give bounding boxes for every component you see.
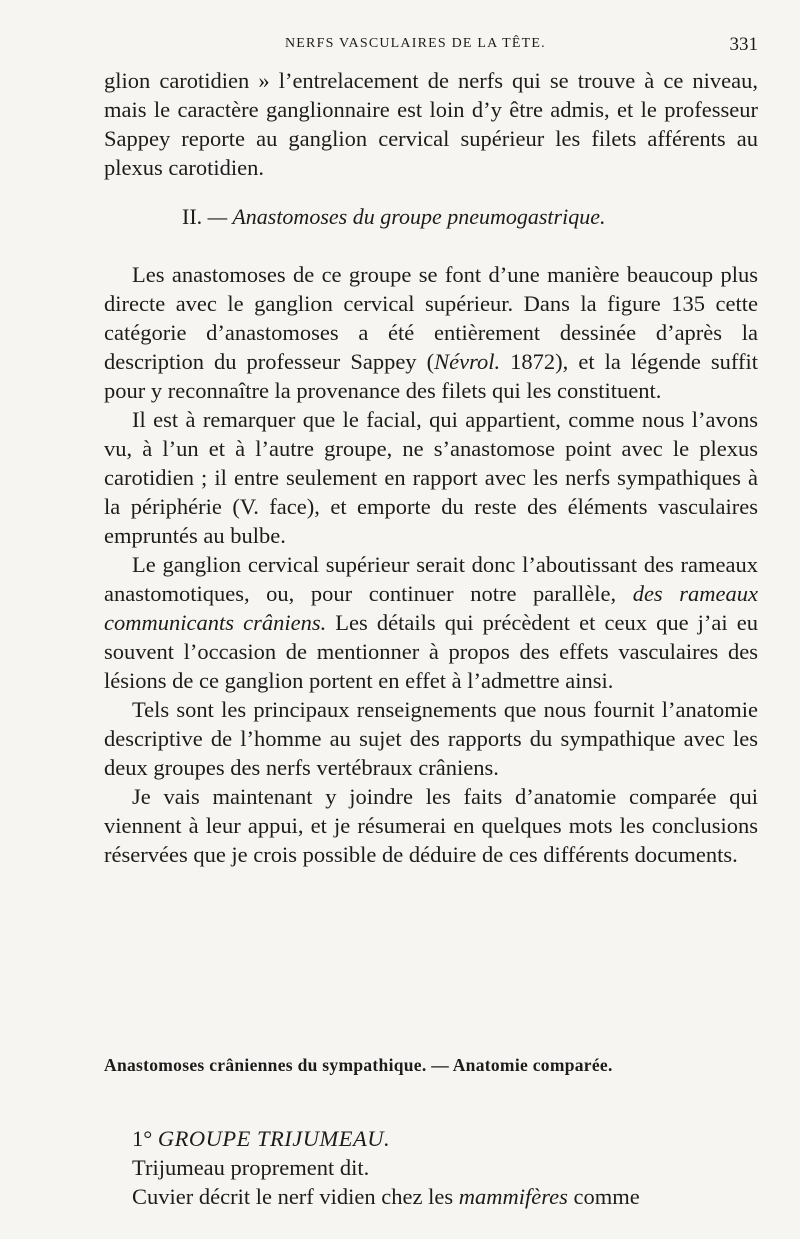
tail-text <box>104 1124 758 1211</box>
running-head-title: NERFS VASCULAIRES DE LA TÊTE. <box>285 36 546 51</box>
emphasis-italic: mammifères <box>458 1184 568 1209</box>
group-heading <box>104 1124 758 1153</box>
text-run: Cuvier décrit le nerf vidien chez les <box>132 1184 459 1209</box>
section-number: II. <box>182 204 203 229</box>
bold-section-heading: Anastomoses crâniennes du sympathique. — Anatomie comparée. <box>104 1055 613 1075</box>
paragraph <box>104 550 758 695</box>
paragraph: Il est à remarquer que le facial, qui appartient, comme nous l’avons vu, à l’un et à l’autre groupe, ne s’anastomose point avec le plexus carotidien ; il entre seulement en rapport avec les nerfs sympathiques à la périphérie (V. face), et emporte du reste des éléments vasculaires empruntés au bulbe. <box>104 407 758 548</box>
section-heading-ii <box>104 202 758 260</box>
subheading: Trijumeau proprement dit. <box>132 1155 370 1180</box>
paragraph <box>104 1182 758 1211</box>
emphasis-italic: des rameaux communicants crâniens. <box>104 581 758 635</box>
paragraph: Tels sont les principaux renseignements que nous fournit l’anatomie descriptive de l’homme au sujet des rapports du sympathique avec les deux groupes des nerfs vertébraux crâniens. <box>104 697 758 780</box>
section-title: — Anastomoses du groupe pneumogastrique. <box>207 204 606 229</box>
text-run: 1872), et la légende suffit pour y reconnaître la provenance des filets qui les constituent. <box>104 349 758 403</box>
text-run: Les détails qui précèdent et ceux que j’ai eu souvent l’occasion de mentionner à propos des effets vasculaires des lésions de ce ganglion portent en effet à l’admettre ainsi. <box>104 610 759 693</box>
group-number: 1° <box>132 1126 153 1151</box>
text-run: comme <box>567 1184 640 1209</box>
paragraph <box>104 260 758 405</box>
page-number: 331 <box>729 34 758 55</box>
main-text <box>104 66 758 869</box>
group-title: GROUPE TRIJUMEAU. <box>157 1126 391 1151</box>
text-run: Le ganglion cervical supérieur serait donc l’aboutissant des rameaux anastomotiques, ou, pour continuer notre parallèle, <box>104 552 758 606</box>
paragraph: Je vais maintenant y joindre les faits d’anatomie comparée qui viennent à leur appui, et je résumerai en quelques mots les conclusions réservées que je crois possible de déduire de ces différents documents. <box>104 784 758 867</box>
running-head <box>105 36 758 58</box>
paragraph-continuation: glion carotidien » l’entrelacement de nerfs qui se trouve à ce niveau, mais le caractère ganglionnaire est loin d’y être admis, et le professeur Sappey reporte au ganglion cervical supérieur les filets afférents au plexus carotidien. <box>104 68 758 180</box>
citation-italic: Névrol. <box>434 349 501 374</box>
text-run: Les anastomoses de ce groupe se font d’une manière beaucoup plus directe avec le ganglion cervical supérieur. Dans la figure 135 cette catégorie d’anastomoses a été entièrement dessinée d’après la description du professeur Sappey ( <box>104 262 758 374</box>
